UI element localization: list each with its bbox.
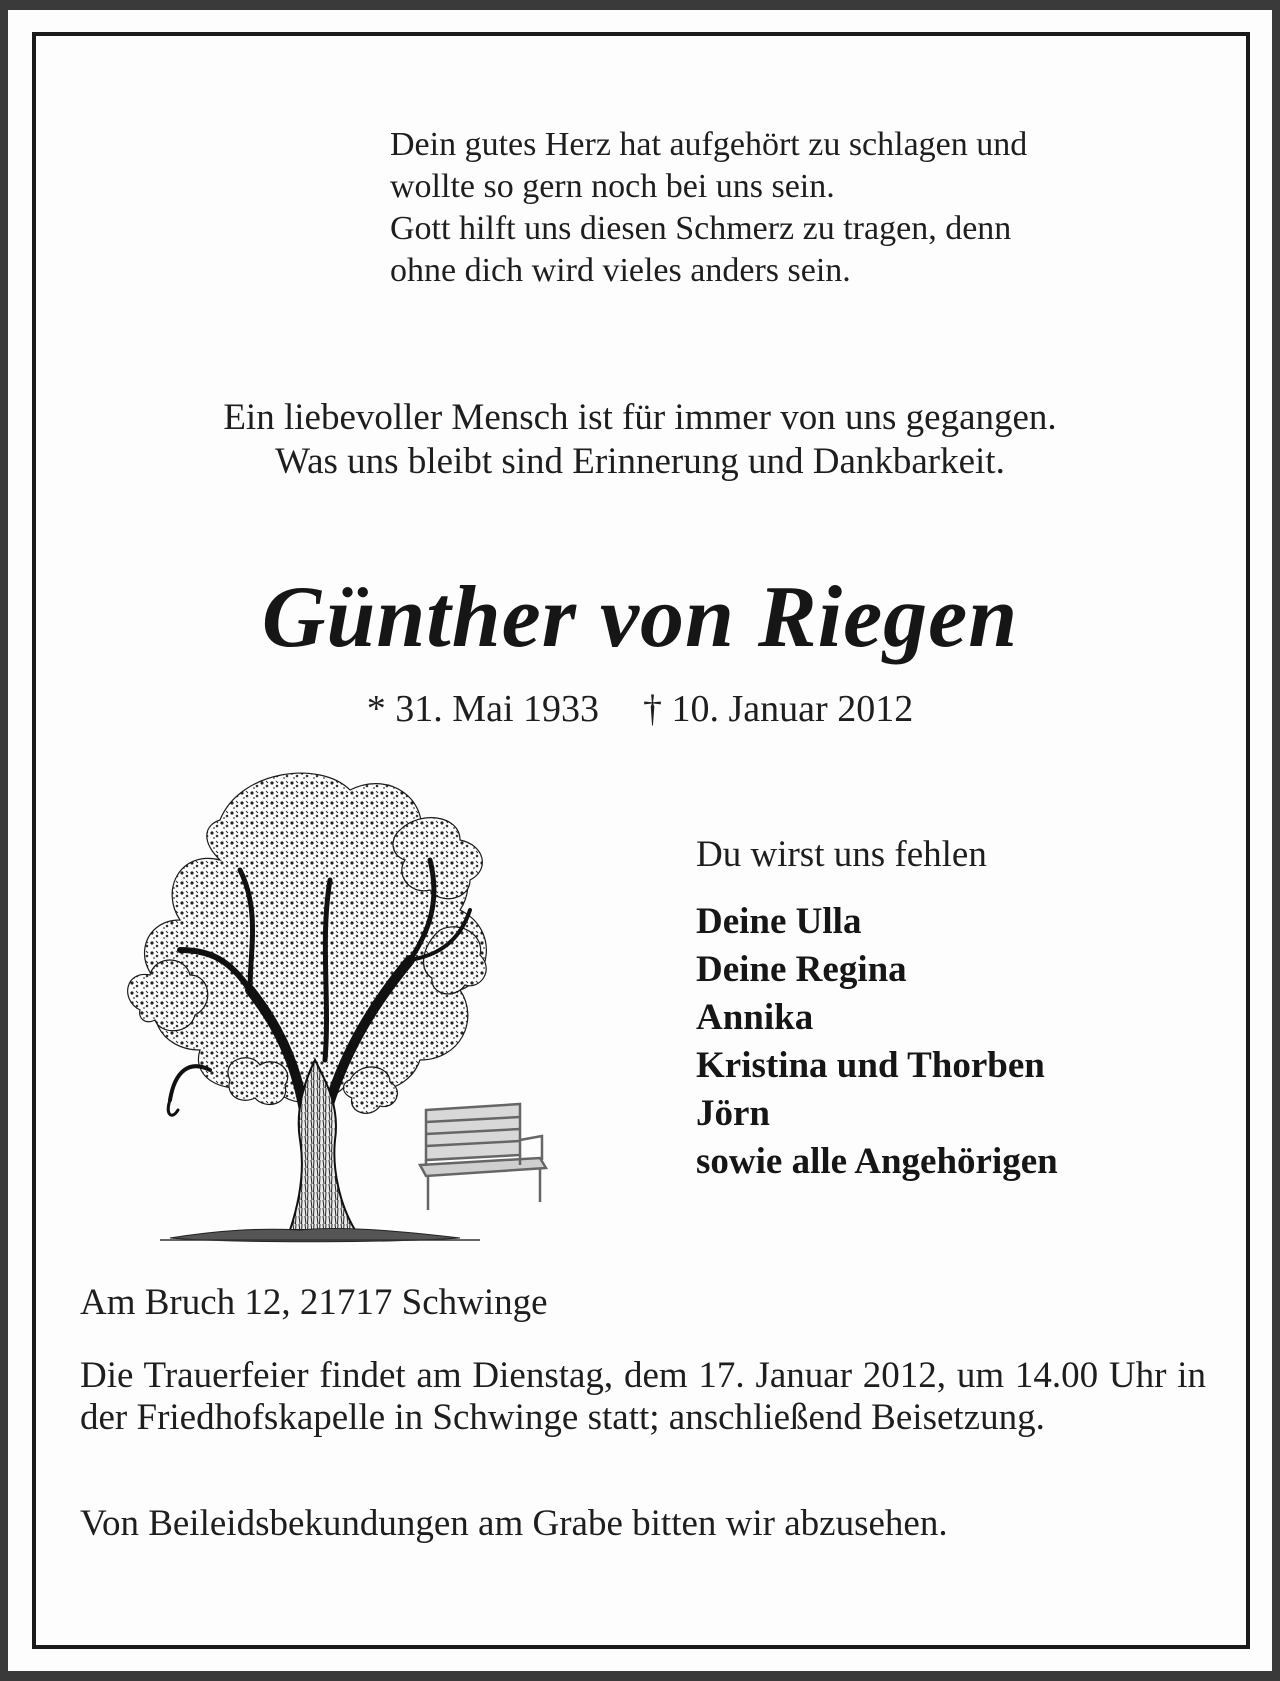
tribute-line: Ein liebevoller Mensch ist für immer von uns gegangen. bbox=[223, 397, 1057, 438]
condolence-notice: Von Beileidsbekundungen am Grabe bitten wir abzusehen. bbox=[80, 1503, 948, 1544]
mourner: Jörn bbox=[696, 1093, 770, 1134]
farewell-line: Du wirst uns fehlen bbox=[696, 834, 987, 875]
address: Am Bruch 12, 21717 Schwinge bbox=[80, 1282, 548, 1323]
poem-line: ohne dich wird vieles anders sein. bbox=[390, 252, 851, 289]
mourner: Deine Regina bbox=[696, 949, 907, 990]
deceased-name: Günther von Riegen bbox=[261, 569, 1019, 666]
tribute-line: Was uns bleibt sind Erinnerung und Dankbarkeit. bbox=[275, 441, 1005, 482]
poem-line: wollte so gern noch bei uns sein. bbox=[390, 168, 835, 205]
tree-with-bench-illustration bbox=[100, 760, 580, 1250]
mourner: Kristina und Thorben bbox=[696, 1045, 1045, 1086]
tree-icon bbox=[100, 760, 580, 1250]
mourner: sowie alle Angehörigen bbox=[696, 1141, 1058, 1182]
poem-line: Gott hilft uns diesen Schmerz zu tragen, denn bbox=[390, 210, 1012, 247]
poem-line: Dein gutes Herz hat aufgehört zu schlagen und bbox=[390, 126, 1028, 163]
tribute bbox=[40, 396, 1240, 484]
mourner: Annika bbox=[696, 997, 814, 1038]
death-date: † 10. Januar 2012 bbox=[643, 688, 914, 730]
mourner: Deine Ulla bbox=[696, 901, 862, 942]
bench-icon bbox=[420, 1104, 546, 1210]
funeral-service-info: Die Trauerfeier findet am Dienstag, dem 17. Januar 2012, um 14.00 Uhr in der Friedhofskapelle in Schwinge statt; anschließend Beisetzung. bbox=[80, 1355, 1206, 1438]
life-dates bbox=[40, 686, 1240, 732]
mourners-list bbox=[696, 898, 1058, 1186]
birth-date: * 31. Mai 1933 bbox=[366, 688, 600, 730]
poem bbox=[390, 124, 1220, 292]
